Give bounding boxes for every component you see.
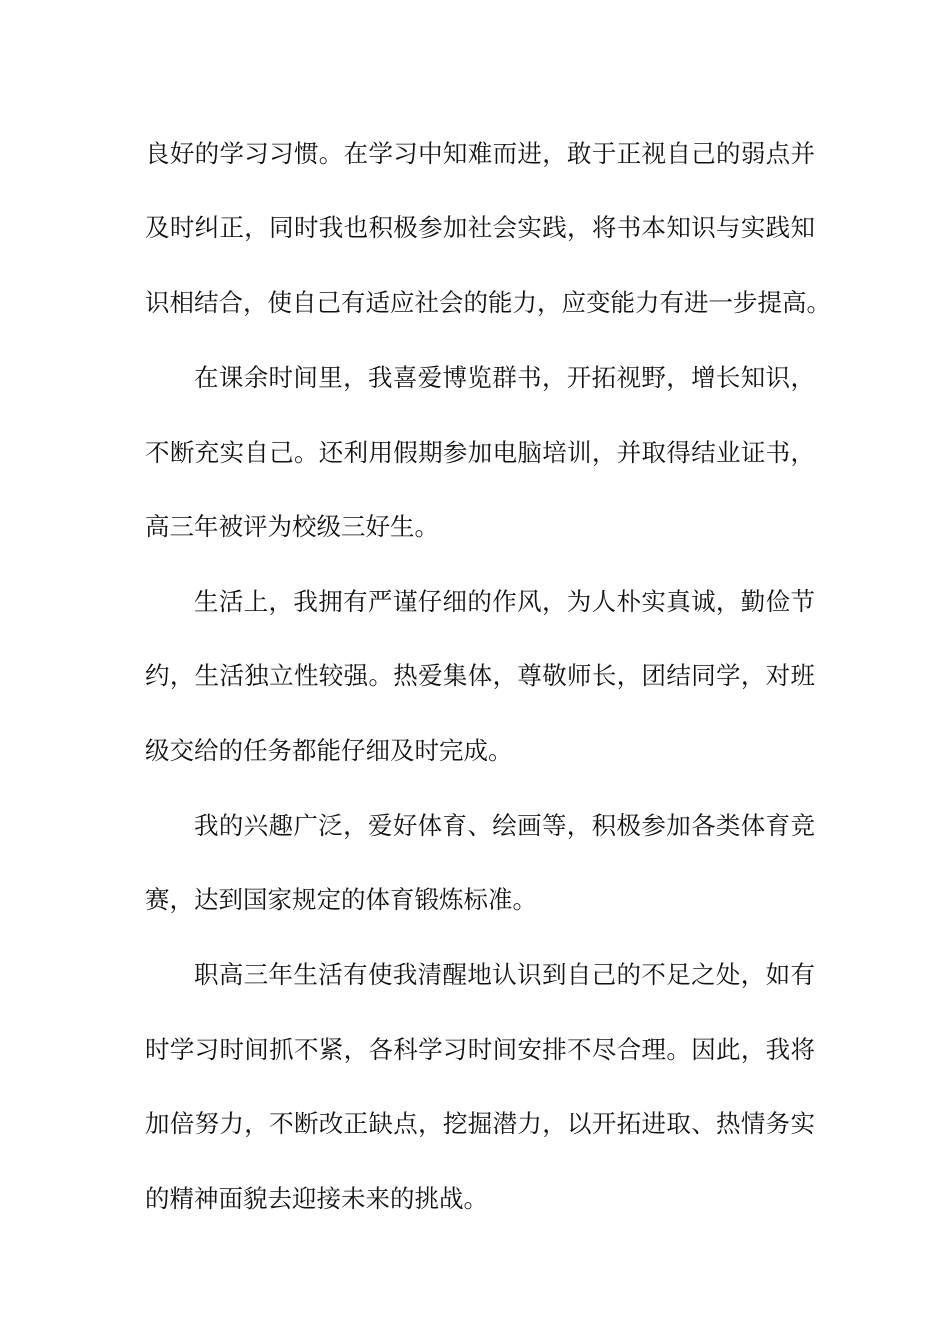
text-line: 级交给的任务都能仔细及时完成。	[145, 736, 513, 765]
text-line: 不断充实自己。还利用假期参加电脑培训，并取得结业证书，	[145, 438, 815, 467]
paragraph-first-line: 职高三年生活有使我清醒地认识到自己的不足之处，如有	[194, 960, 815, 989]
text-line: 及时纠正，同时我也积极参加社会实践，将书本知识与实践知	[145, 213, 815, 242]
text-line: 高三年被评为校级三好生。	[145, 512, 439, 541]
paragraph-first-line: 在课余时间里，我喜爱博览群书，开拓视野，增长知识，	[194, 363, 815, 392]
text-line: 良好的学习习惯。在学习中知难而进，敢于正视自己的弱点并	[145, 139, 815, 168]
text-line: 时学习时间抓不紧，各科学习时间安排不尽合理。因此，我将	[145, 1035, 815, 1064]
paragraph-first-line: 生活上，我拥有严谨仔细的作风，为人朴实真诚，勤俭节	[194, 587, 815, 616]
text-line: 赛，达到国家规定的体育锻炼标准。	[145, 885, 537, 914]
text-line: 约，生活独立性较强。热爱集体，尊敬师长，团结同学，对班	[145, 661, 815, 690]
text-line: 识相结合，使自己有适应社会的能力，应变能力有进一步提高。	[145, 288, 831, 317]
paragraph-first-line: 我的兴趣广泛，爱好体育、绘画等，积极参加各类体育竞	[194, 811, 815, 840]
text-line: 的精神面貌去迎接未来的挑战。	[145, 1184, 488, 1213]
text-line: 加倍努力，不断改正缺点，挖掘潜力，以开拓进取、热情务实	[145, 1109, 815, 1138]
